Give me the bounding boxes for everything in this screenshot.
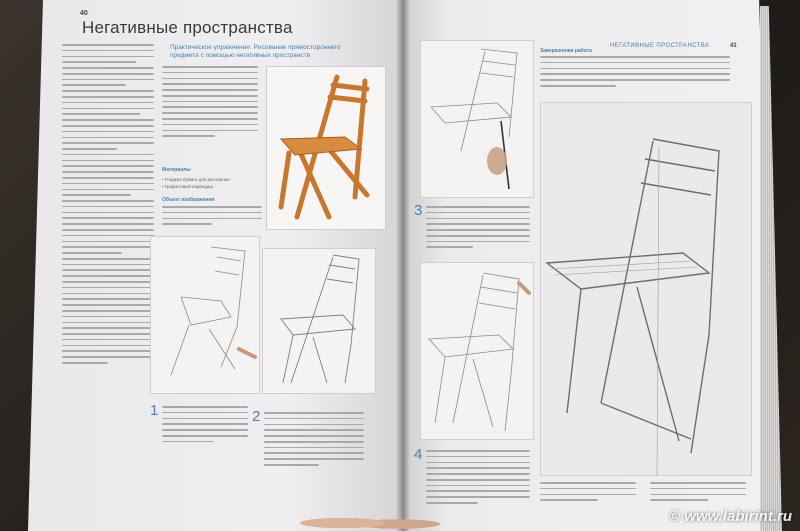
book-gutter bbox=[396, 0, 410, 531]
left-page-title: Негативные пространства bbox=[82, 18, 293, 37]
finished-chair-sketch bbox=[541, 103, 751, 475]
step-4-caption bbox=[426, 450, 530, 508]
watermark: © www.labirint.ru bbox=[668, 508, 792, 525]
step-2-number: 2 bbox=[252, 408, 261, 425]
chair-partial-sketch bbox=[421, 41, 533, 197]
right-page-number: 41 bbox=[730, 43, 737, 49]
chair-photo bbox=[266, 66, 386, 230]
step-1-number: 1 bbox=[150, 402, 159, 419]
object-label: Объект изображения bbox=[162, 197, 215, 203]
final-caption-right bbox=[650, 482, 746, 505]
final-work-text bbox=[540, 56, 730, 91]
step-3-top-sketch bbox=[420, 40, 534, 198]
step-1-caption bbox=[162, 406, 248, 446]
left-page-number: 40 bbox=[80, 10, 88, 17]
final-chair-drawing bbox=[540, 102, 752, 476]
step-4-number: 4 bbox=[414, 446, 423, 463]
materials-list bbox=[162, 176, 230, 190]
negative-space-sketch bbox=[151, 237, 259, 393]
object-text bbox=[162, 206, 262, 229]
left-column-text bbox=[62, 44, 154, 368]
step-3-number: 3 bbox=[414, 202, 423, 219]
materials-label: Материалы bbox=[162, 167, 191, 173]
hand-fingers bbox=[300, 515, 440, 531]
step-1-sketch bbox=[150, 236, 260, 394]
chair-shaded-sketch bbox=[421, 263, 533, 439]
exercise-title: Практическое упражнение: Рисование прямостороннего предмета с помощью негативных пространств bbox=[170, 44, 341, 59]
final-work-label: Завершенная работа bbox=[540, 48, 592, 54]
step-4-sketch bbox=[420, 262, 534, 440]
step-2-caption bbox=[264, 412, 364, 470]
step-2-sketch bbox=[262, 248, 376, 394]
intro-text bbox=[162, 66, 258, 141]
step-3-caption bbox=[426, 206, 530, 252]
materials-item: • Гладкая бумага для рисования bbox=[162, 177, 230, 182]
wooden-chair-image bbox=[267, 67, 385, 229]
chair-outline-sketch bbox=[263, 249, 375, 393]
final-caption-left bbox=[540, 482, 636, 505]
running-head: НЕГАТИВНЫЕ ПРОСТРАНСТВА bbox=[610, 43, 710, 49]
materials-item: • Графитовый карандаш bbox=[162, 184, 213, 189]
